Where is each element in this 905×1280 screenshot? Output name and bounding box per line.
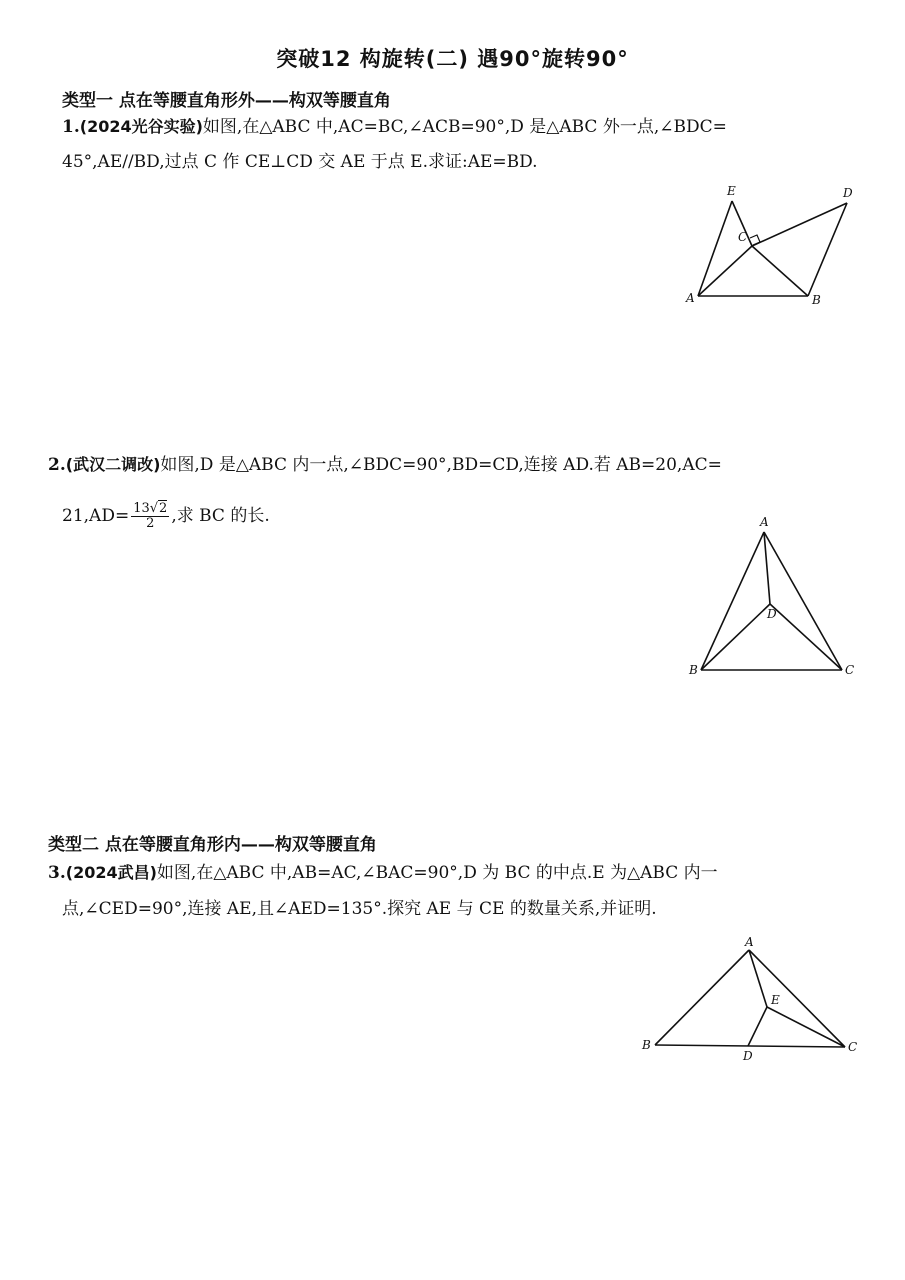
problem-3-source: (2024武昌)	[65, 863, 157, 882]
figure-1	[670, 180, 870, 310]
fraction-numerator-coefficient: 13	[133, 501, 150, 516]
fig2-label-c: C	[845, 663, 855, 677]
fig2-segment-ab	[701, 532, 764, 670]
section-heading-type-2: 类型二 点在等腰直角形内——构双等腰直角	[48, 835, 377, 855]
problem-1-number: 1.	[62, 117, 80, 137]
problem-1-source: (2024光谷实验)	[79, 117, 203, 136]
fig3-segment-ec	[767, 1007, 845, 1047]
problem-2-fraction	[131, 502, 169, 531]
fig2-label-a: A	[760, 515, 769, 529]
problem-3-number: 3.	[48, 863, 66, 883]
fig2-segment-ac	[764, 532, 842, 670]
section-heading-type-1: 类型一 点在等腰直角形外——构双等腰直角	[62, 91, 391, 111]
fig2-segment-dc	[770, 604, 842, 670]
fig1-segment-cb	[752, 246, 808, 296]
fig1-label-d: D	[843, 186, 853, 200]
fig3-segment-bc	[655, 1045, 845, 1047]
fig2-label-b: B	[689, 663, 698, 677]
fig1-segment-cd	[752, 203, 847, 246]
figure-3	[630, 935, 865, 1065]
problem-1-line-2: 45°,AE//BD,过点 C 作 CE⊥CD 交 AE 于点 E.求证:AE=BD.	[62, 152, 538, 172]
problem-2-text-1: 如图,D 是△ABC 内一点,∠BDC=90°,BD=CD,连接 AD.若 AB=20,AC=	[160, 455, 722, 475]
fig2-segment-ad	[764, 532, 770, 604]
problem-2-text-2b: ,求 BC 的长.	[171, 506, 270, 526]
fraction-radicand: 2	[159, 501, 168, 516]
problem-2-text-2a: 21,AD=	[62, 506, 130, 526]
fig3-segment-ac	[749, 950, 845, 1047]
problem-1-text-1: 如图,在△ABC 中,AC=BC,∠ACB=90°,D 是△ABC 外一点,∠BDC=	[202, 117, 727, 137]
fig1-segment-ae	[698, 201, 732, 296]
fig1-label-a: A	[686, 291, 695, 305]
fig3-label-e: E	[771, 993, 780, 1007]
fig3-label-b: B	[642, 1038, 651, 1052]
problem-2-source: (武汉二调改)	[65, 455, 161, 474]
fraction-denominator: 2	[146, 516, 155, 531]
fig3-label-a: A	[745, 935, 754, 949]
fig1-segment-db	[808, 203, 847, 296]
fig1-label-c: C	[738, 230, 748, 244]
problem-2-line-1	[48, 453, 722, 477]
fig3-segment-ed	[748, 1007, 767, 1046]
problem-3-line-2: 点,∠CED=90°,连接 AE,且∠AED=135°.探究 AE 与 CE 的数量关系,并证明.	[62, 899, 657, 919]
sqrt-icon: √	[149, 501, 159, 516]
fig2-label-d: D	[767, 607, 777, 621]
problem-3-text-1: 如图,在△ABC 中,AB=AC,∠BAC=90°,D 为 BC 的中点.E 为△ABC 内一	[156, 863, 718, 883]
problem-3-line-1	[48, 861, 718, 885]
fig1-label-b: B	[812, 293, 821, 307]
fig3-label-d: D	[743, 1049, 753, 1063]
problem-2-number: 2.	[48, 455, 66, 475]
problem-2-line-2	[62, 496, 270, 536]
fig3-segment-ab	[655, 950, 749, 1045]
figure-2	[680, 512, 870, 682]
problem-1-line-1	[62, 115, 727, 139]
fig2-segment-bd	[701, 604, 770, 670]
page-title: 突破12 构旋转(二) 遇90°旋转90°	[276, 47, 629, 71]
fig1-label-e: E	[727, 184, 736, 198]
fig3-label-c: C	[848, 1040, 858, 1054]
